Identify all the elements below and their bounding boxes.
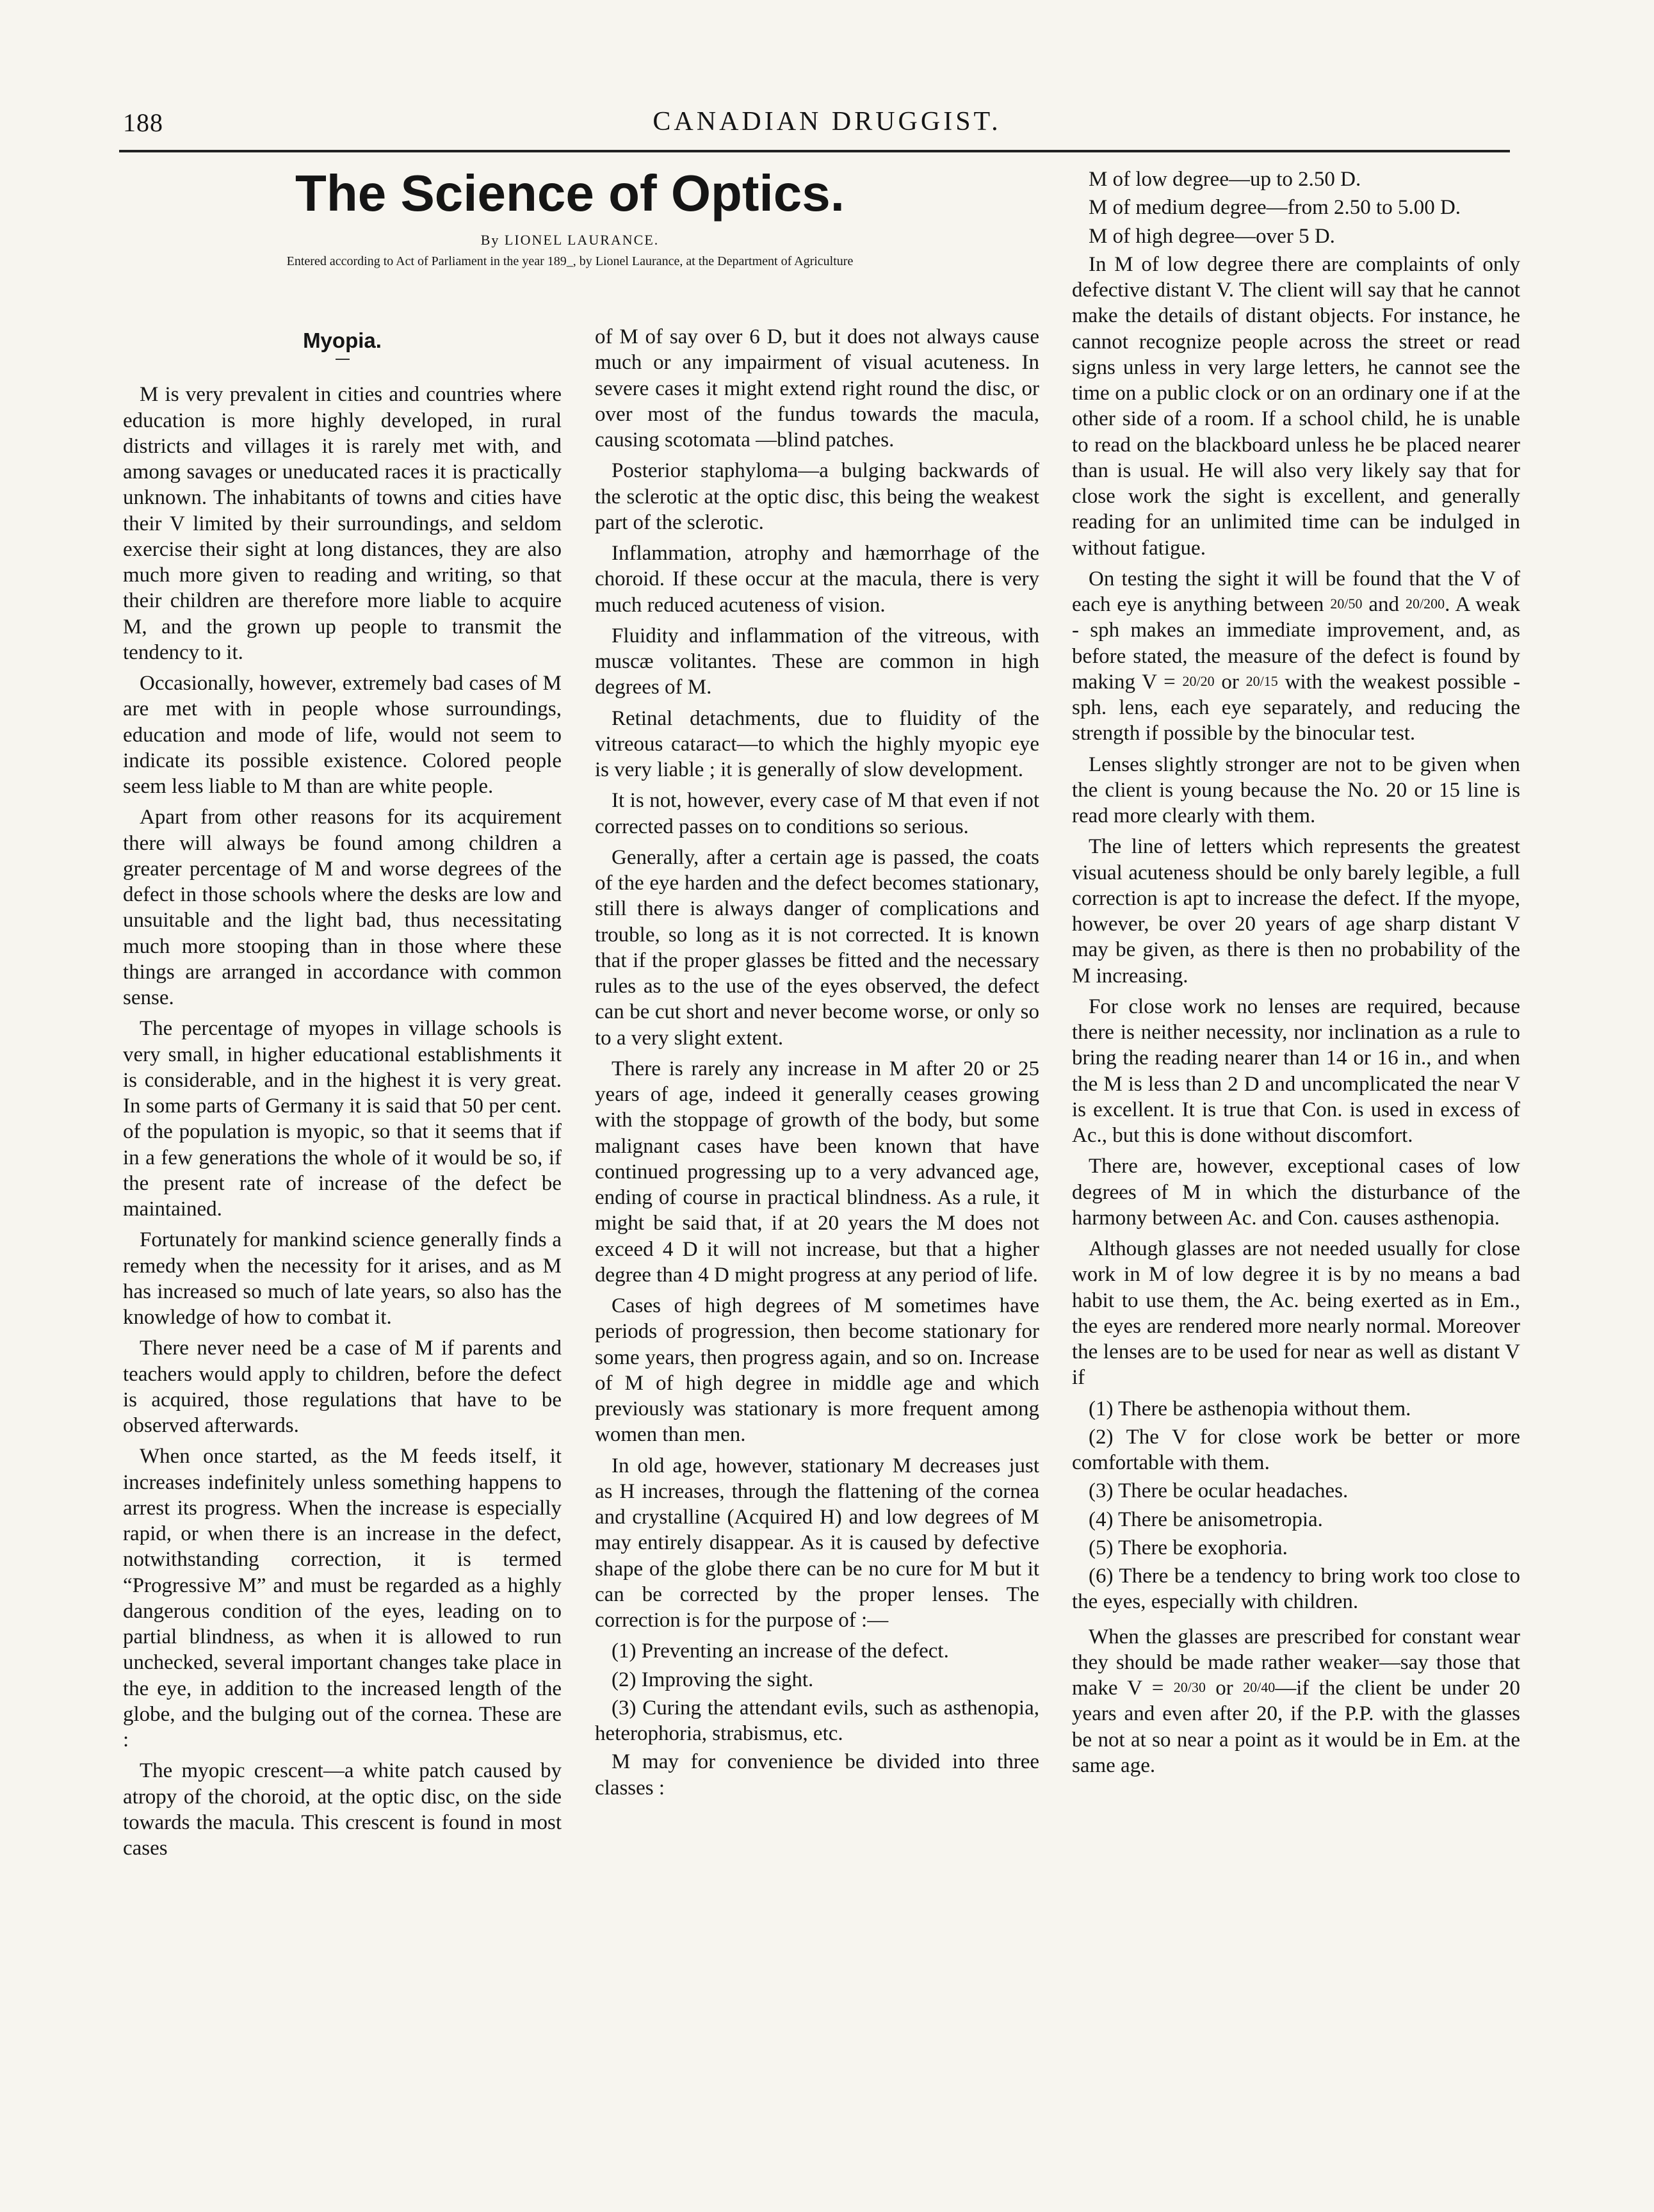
- paragraph: Cases of high degrees of M sometimes have periods of progression, then become stationary for some years, then progress again, and so on. Increase of M of high degree in middle age and which previously was stationary is more frequent among women than men.: [595, 1294, 1039, 1447]
- fraction: 20/30: [1173, 1679, 1206, 1695]
- list-item: (2) Improving the sight.: [612, 1668, 814, 1691]
- paragraph: Fluidity and inflammation of the vitreous, with muscæ volitantes. These are common in high degrees of M.: [595, 624, 1039, 699]
- paragraph: Occasionally, however, extremely bad cases of M are met with in people whose surroundings, education and mode of life, would not seem to indicate its possible existence. Colored people seem less liable to M than are white people.: [123, 672, 562, 798]
- paragraph: There never need be a case of M if parents and teachers would apply to children, before the defect is acquired, those regulations that have to be observed afterwards.: [123, 1337, 562, 1437]
- column-2: [595, 324, 1039, 1806]
- section-heading: Myopia.: [303, 329, 382, 352]
- fraction: 20/20: [1182, 672, 1215, 689]
- paragraph: Fortunately for mankind science generally finds a remedy when the necessity for it arises, and as M has increased so much of late years, so also has the knowledge of how to combat it.: [123, 1228, 562, 1329]
- paragraph: Lenses slightly stronger are not to be given when the client is young because the No. 20 or 15 line is read more clearly with them.: [1072, 752, 1520, 827]
- article-header: [160, 165, 980, 270]
- class-item: M of high degree—over 5 D.: [1089, 224, 1335, 248]
- fraction: 20/200: [1405, 596, 1445, 612]
- paragraph: In old age, however, stationary M decreases just as H increases, through the flattening of the cornea and crystalline (Acquired H) and low degrees of M may entirely disappear. As it is caused by defective shape of the globe there can be no cure for M but it can be corrected by the proper lenses. The correction is for the purpose of :—: [595, 1454, 1039, 1632]
- list-item: (4) There be anisometropia.: [1089, 1508, 1323, 1531]
- list-item: (1) Preventing an increase of the defect.: [612, 1639, 949, 1663]
- class-item: M of medium degree—from 2.50 to 5.00 D.: [1089, 196, 1461, 220]
- paragraph: The line of letters which represents the greatest visual acuteness should be only barely legible, a full correction is apt to increase the defect. If the myope, however, be over 20 years of age sharp distant V may be given, as there is then no probability of the M increasing.: [1072, 835, 1520, 988]
- paragraph-testing: [1072, 566, 1520, 747]
- list-item: (6) There be a tendency to bring work too close to the eyes, especially with children.: [1072, 1565, 1520, 1614]
- text-run: On testing the sight it will be found that the V of each eye is anything between: [1072, 567, 1520, 616]
- class-item: M of low degree—up to 2.50 D.: [1089, 168, 1361, 191]
- fraction: 20/40: [1243, 1679, 1276, 1695]
- article-title: The Science of Optics.: [295, 165, 845, 222]
- list-item: (3) Curing the attendant evils, such as asthenopia, heterophoria, strabismus, etc.: [595, 1696, 1039, 1745]
- text-run: or: [1221, 670, 1239, 694]
- text-run: When the glasses are prescribed for constant wear they should be made rather weaker—say those that make V =: [1072, 1625, 1520, 1700]
- list-item: (2) The V for close work be better or more comfortable with them.: [1072, 1425, 1520, 1474]
- paragraph: of M of say over 6 D, but it does not always cause much or any impairment of visual acuteness. In severe cases it might extend right round the disc, or over most of the fundus towards the macula, causing scotomata —blind patches.: [595, 325, 1039, 451]
- paragraph: When once started, as the M feeds itself, it increases indefinitely unless something happens to arrest its progress. When the increase is especially rapid, or when there is an increase in the defect, notwithstanding correction, it is termed “Progressive M” and must be regarded as a highly dangerous condition of the eyes, leading on to partial blindness, as when it is allowed to run unchecked, several important changes take place in the eye, in addition to the increased length of the globe, and the bulging out of the cornea. These are :: [123, 1445, 562, 1752]
- paragraph: Inflammation, atrophy and hæmorrhage of the choroid. If these occur at the macula, there is very much reduced acuteness of vision.: [595, 542, 1039, 617]
- section-rule: [336, 359, 350, 360]
- page-number: 188: [123, 108, 163, 137]
- fraction: 20/15: [1245, 672, 1278, 689]
- column-3: [1072, 167, 1520, 1784]
- paragraph: M is very prevalent in cities and countries where education is more highly developed, in rural districts and villages it is rarely met with, and among savages or uneducated races it is practically unknown. The inhabitants of towns and cities have their V limited by their surroundings, and seldom exercise their sight at long distances, they are also much more given to reading and writing, so that their children are therefore more liable to acquire M, and the grown up people to transmit the tendency to it.: [123, 383, 562, 664]
- paragraph: Posterior staphyloma—a bulging backwards of the sclerotic at the optic disc, this being the weakest part of the sclerotic.: [595, 459, 1039, 534]
- paragraph: Apart from other reasons for its acquirement there will always be found among children a greater percentage of M and worse degrees of the defect in those schools where the desks are low and unsuitable and the light bad, thus necessitating much more stooping than in those where these things are arranged in accordance with common sense.: [123, 806, 562, 1009]
- fraction: 20/50: [1330, 596, 1363, 612]
- paragraph: The percentage of myopes in village schools is very small, in higher educational establishments it is considerable, and in the highest it is very great. In some parts of Germany it is said that 50 per cent. of the population is myopic, so that it seems that if in a few generations the whole of it would be so, if the present rate of increase of the defect be maintained.: [123, 1017, 562, 1221]
- running-head: CANADIAN DRUGGIST.: [653, 107, 1001, 136]
- paragraph: Generally, after a certain age is passed, the coats of the eye harden and the defect becomes stationary, still there is always danger of complications and trouble, so long as it is not corrected. It is known that if the proper glasses be fitted and the necessary rules as to the use of the eyes observed, the defect can be cut short and never become worse, or only so to a very slight extent.: [595, 845, 1039, 1050]
- text-run: or: [1215, 1677, 1233, 1700]
- paragraph: M may for convenience be divided into three classes :: [595, 1750, 1039, 1800]
- paragraph-final: [1072, 1624, 1520, 1779]
- list-item: (5) There be exophoria.: [1089, 1536, 1288, 1559]
- column-1: [123, 328, 562, 1866]
- paragraph: There is rarely any increase in M after 20 or 25 years of age, indeed it generally ceases growing with the stoppage of growth of the body, but some malignant cases have been known that have continued progressing up to a very advanced age, ending of course in practical blindness. As a rule, it might be said that, if at 20 years the M does not exceed 4 D it will not increase, but that a higher degree than 4 D might progress at any period of life.: [595, 1057, 1039, 1287]
- text-run: —if the client be under 20 years and even after 20, if the P.P. with the glasses be not at so near a point as it would be in Em. at the same age.: [1072, 1677, 1521, 1777]
- paragraph: Although glasses are not needed usually for close work in M of low degree it is by no means a bad habit to use them, the Ac. being exerted as in Em., the eyes are rendered more nearly normal. Moreover the lenses are to be used for near as well as distant V if: [1072, 1237, 1520, 1390]
- text-run: . A weak - sph makes an immediate improvement, and, as before stated, the measure of the defect is found by making V =: [1072, 593, 1521, 694]
- paragraph: There are, however, exceptional cases of low degrees of M in which the disturbance of the harmony between Ac. and Con. causes asthenopia.: [1072, 1155, 1520, 1230]
- paragraph: Retinal detachments, due to fluidity of the vitreous cataract—to which the highly myopic eye is very liable ; it is generally of slow development.: [595, 706, 1039, 781]
- header-rule: [119, 150, 1510, 152]
- paragraph: The myopic crescent—a white patch caused by atropy of the choroid, at the optic disc, on the side towards the macula. This crescent is found in most cases: [123, 1759, 562, 1860]
- paragraph: In M of low degree there are complaints of only defective distant V. The client will say that he cannot make the details of distant objects. For instance, he cannot recognize people across the street or read signs unless in very large letters, he cannot see the time on a public clock or on an ordinary one if at the other side of a room. If a school child, he is unable to read on the blackboard unless he be placed nearer than is usual. He will also very likely say that for close work the sight is excellent, and generally reading for an unlimited time can be indulged in without fatigue.: [1072, 252, 1520, 560]
- copyright-notice: Entered according to Act of Parliament in the year 189_, by Lionel Laurance, at the Department of Agriculture: [286, 254, 854, 268]
- paragraph: It is not, however, every case of M that even if not corrected passes on to conditions so serious.: [595, 789, 1039, 838]
- list-item: (3) There be ocular headaches.: [1089, 1479, 1349, 1503]
- text-run: with the weakest possible - sph. lens, each eye separately, and reducing the strength if possible by the binocular test.: [1072, 670, 1521, 745]
- list-item: (1) There be asthenopia without them.: [1089, 1397, 1411, 1420]
- text-run: and: [1368, 593, 1400, 616]
- paragraph: For close work no lenses are required, because there is neither necessity, nor inclination as a rule to bring the reading nearer than 14 or 16 in., and when the M is less than 2 D and uncomplicated the near V is excellent. It is true that Con. is used in excess of Ac., but this is done without discomfort.: [1072, 995, 1520, 1147]
- byline: By LIONEL LAURANCE.: [480, 232, 660, 248]
